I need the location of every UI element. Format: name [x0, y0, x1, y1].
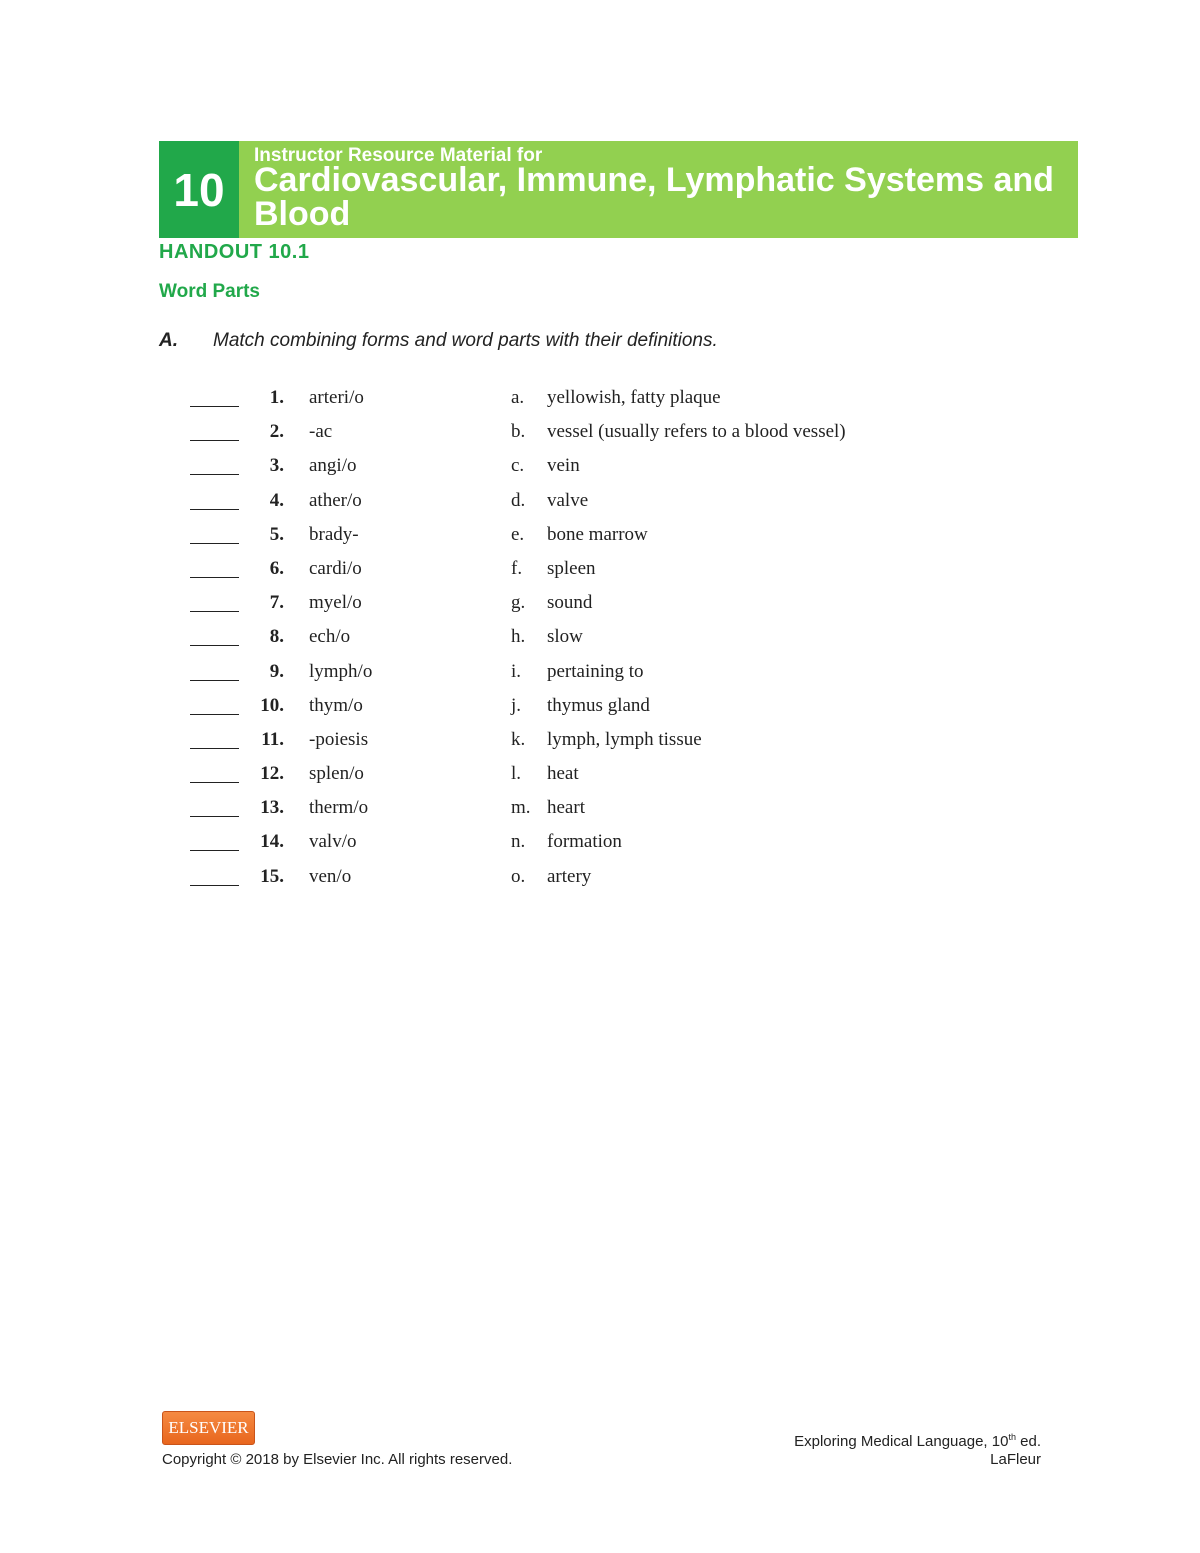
answer-blank[interactable]	[190, 748, 239, 749]
match-row	[190, 797, 910, 831]
section-title: Word Parts	[159, 281, 261, 302]
answer-blank[interactable]	[190, 714, 239, 715]
item-number: 4.	[269, 489, 284, 511]
definition: bone marrow	[547, 523, 648, 545]
answer-blank[interactable]	[190, 509, 239, 510]
definition-letter: o.	[511, 865, 526, 887]
answer-blank[interactable]	[190, 406, 239, 407]
definition-letter: m.	[511, 797, 531, 819]
answer-blank[interactable]	[190, 611, 239, 612]
edition-superscript: th	[1008, 1432, 1016, 1442]
item-number: 10.	[260, 694, 284, 716]
definition-letter: k.	[511, 728, 526, 750]
definition: spleen	[547, 557, 596, 579]
word-part: myel/o	[309, 592, 362, 614]
match-row	[190, 455, 910, 489]
item-number: 15.	[260, 865, 284, 887]
definition-letter: j.	[511, 694, 522, 716]
item-number: 1.	[269, 387, 284, 408]
definition-letter: a.	[511, 387, 525, 408]
answer-blank[interactable]	[190, 543, 239, 544]
item-number: 8.	[269, 626, 284, 648]
elsevier-logo: ELSEVIER	[162, 1411, 255, 1445]
handout-label: HANDOUT 10.1	[159, 241, 310, 263]
item-number: 7.	[269, 592, 284, 614]
instruction-letter: A.	[159, 330, 178, 351]
match-row	[190, 729, 910, 763]
definition: artery	[547, 865, 592, 887]
definition: vein	[547, 455, 580, 477]
word-part: brady-	[309, 523, 359, 545]
definition: lymph, lymph tissue	[547, 728, 702, 750]
definition: yellowish, fatty plaque	[547, 387, 721, 408]
definition-letter: c.	[511, 455, 525, 477]
definition-letter: n.	[511, 831, 526, 853]
answer-blank[interactable]	[190, 440, 239, 441]
book-title	[794, 1432, 1041, 1450]
answer-blank[interactable]	[190, 645, 239, 646]
answer-blank[interactable]	[190, 850, 239, 851]
word-part: arteri/o	[309, 387, 364, 408]
item-number: 5.	[269, 523, 284, 545]
match-row	[190, 592, 910, 626]
chapter-number: 10	[159, 141, 239, 238]
match-row	[190, 866, 910, 900]
match-row	[190, 387, 910, 421]
definition: sound	[547, 592, 593, 614]
answer-blank[interactable]	[190, 782, 239, 783]
answer-blank[interactable]	[190, 816, 239, 817]
word-part: therm/o	[309, 797, 369, 819]
item-number: 3.	[269, 455, 284, 477]
author-name: LaFleur	[990, 1451, 1041, 1468]
item-number: 13.	[260, 797, 284, 819]
word-part: valv/o	[309, 831, 357, 853]
word-part: -poiesis	[309, 728, 369, 750]
word-part: ven/o	[309, 865, 352, 887]
match-row	[190, 661, 910, 695]
match-row	[190, 524, 910, 558]
definition-letter: l.	[511, 763, 522, 785]
answer-blank[interactable]	[190, 885, 239, 886]
word-part: ech/o	[309, 626, 351, 648]
word-part: thym/o	[309, 694, 363, 716]
instruction-text: Match combining forms and word parts with their definitions.	[213, 330, 718, 351]
item-number: 9.	[269, 660, 284, 682]
definition: thymus gland	[547, 694, 650, 716]
answer-blank[interactable]	[190, 474, 239, 475]
match-row	[190, 763, 910, 797]
word-part: splen/o	[309, 763, 364, 785]
definition: vessel (usually refers to a blood vessel)	[547, 421, 846, 443]
definition: formation	[547, 831, 622, 853]
match-row	[190, 831, 910, 865]
definition-letter: h.	[511, 626, 526, 648]
word-part: -ac	[309, 421, 333, 443]
item-number: 12.	[260, 763, 284, 785]
definition-letter: d.	[511, 489, 526, 511]
item-number: 2.	[269, 421, 284, 443]
edition-suffix: ed.	[1015, 1433, 1041, 1450]
word-part: angi/o	[309, 455, 357, 477]
definition: heart	[547, 797, 585, 819]
match-row	[190, 490, 910, 524]
definition-letter: i.	[511, 660, 522, 682]
definition-letter: g.	[511, 592, 526, 614]
banner-subtitle: Instructor Resource Material for	[254, 145, 543, 166]
item-number: 6.	[269, 557, 284, 579]
definition-letter: b.	[511, 421, 526, 443]
word-part: ather/o	[309, 489, 362, 511]
copyright-notice: Copyright © 2018 by Elsevier Inc. All rights reserved.	[162, 1451, 513, 1468]
definition: pertaining to	[547, 660, 644, 682]
chapter-banner	[159, 141, 1078, 238]
answer-blank[interactable]	[190, 680, 239, 681]
match-row	[190, 626, 910, 660]
definition-letter: e.	[511, 523, 525, 545]
match-row	[190, 421, 910, 455]
book-title-text: Exploring Medical Language, 10	[794, 1433, 1009, 1450]
definition-letter: f.	[511, 557, 523, 579]
item-number: 14.	[260, 831, 284, 853]
banner-title: Cardiovascular, Immune, Lymphatic Systems and Blood	[254, 161, 1054, 233]
definition: slow	[547, 626, 583, 648]
definition: valve	[547, 489, 589, 511]
word-part: lymph/o	[309, 660, 373, 682]
word-part: cardi/o	[309, 557, 362, 579]
answer-blank[interactable]	[190, 577, 239, 578]
definition: heat	[547, 763, 579, 785]
matching-list	[190, 387, 910, 900]
match-row	[190, 695, 910, 729]
item-number: 11.	[261, 728, 284, 750]
match-row	[190, 558, 910, 592]
